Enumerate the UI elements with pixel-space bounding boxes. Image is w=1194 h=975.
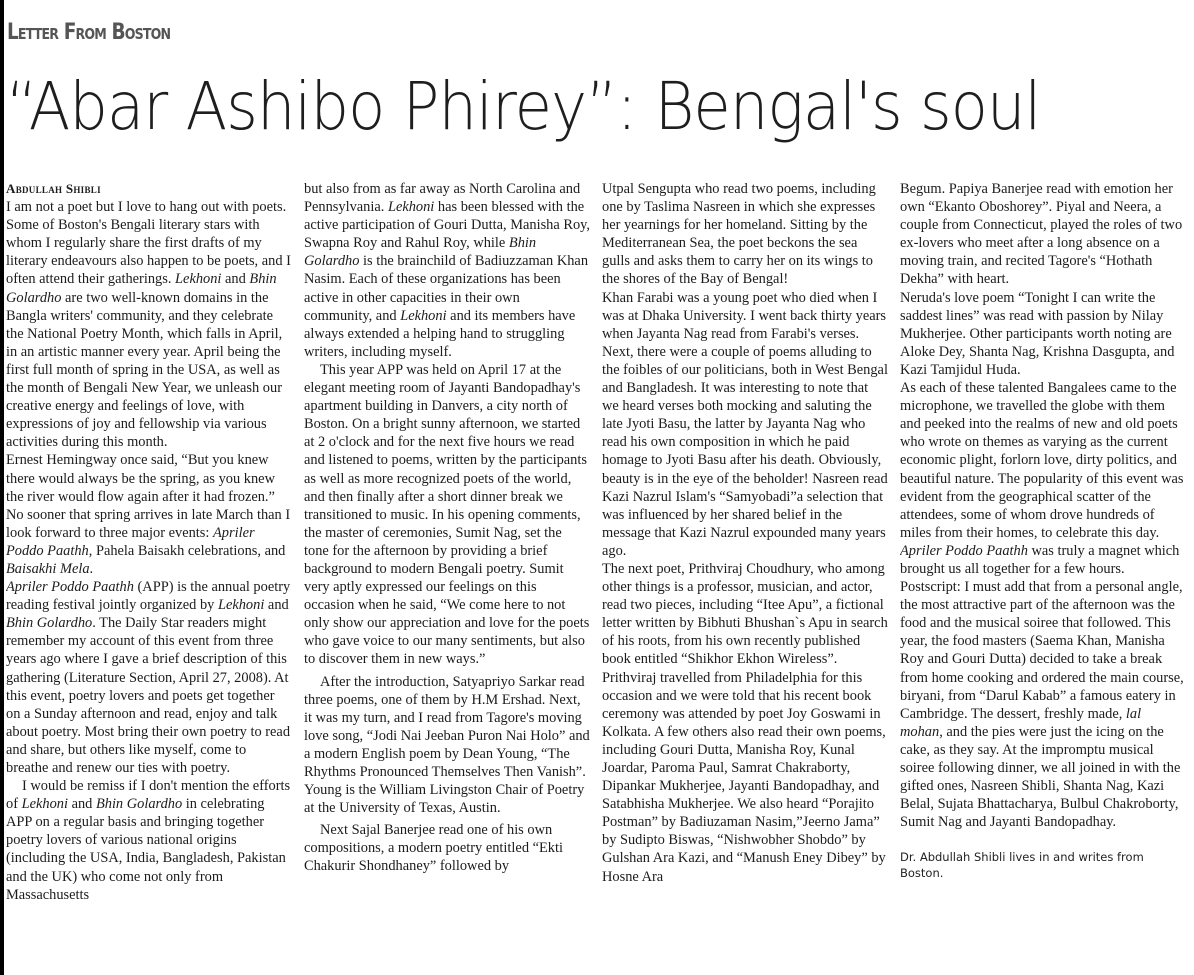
column-3 (602, 180, 888, 975)
paragraph: Postscript: I must add that from a personal angle, the most attractive part of the afternoon was the food and the musical soiree that followed. This year, the food masters (Saema Khan, Manisha Roy and Gouri Dutta) decided to take a break from home cooking and ordered the main course, biryani, from “Darul Kabab” a famous eatery in Cambridge. The dessert, freshly made, lal mohan, and the pies were just the icing on the cake, as they say. At the impromptu musical soiree following dinner, we all joined in with the gifted ones, Nasreen Shibli, Shanta Nag, Kazi Belal, Sujata Bhattacharya, Bulbul Chakroborty, Sumit Nag and Jayanti Bandopadhay. (900, 579, 1184, 831)
paragraph: Apriler Poddo Paathh (APP) is the annual poetry reading festival jointly organized by Lekhoni and Bhin Golardho. The Daily Star readers might remember my account of this event from three years ago where I gave a brief description of this gathering (Literature Section, April 27, 2008). At this event, poetry lovers and poets get together on a Sunday afternoon and read, enjoy and talk about poetry. Most bring their own poetry to read and share, but others like myself, come to breathe and renew our ties with poetry. (6, 579, 291, 776)
article-headline: “Abar Ashibo Phirey”: Bengal's soul (6, 68, 1041, 145)
paragraph: Begum. Papiya Banerjee read with emotion her own “Ekanto Oboshorey”. Piyal and Neera, a couple from Connecticut, played the roles of two ex-lovers who meet after a long absence on a moving train, and recited Tagore's “Hothath Dekha” with heart. (900, 181, 1183, 288)
paragraph: I am not a poet but I love to hang out with poets. Some of Boston's Bengali literary stars with whom I regularly share the first drafts of my literary endeavours also happen to be poets, and I often attend their gatherings. Lekhoni and Bhin Golardho are two well-known domains in the Bangla writers' community, and they celebrate the National Poetry Month, which falls in April, in an artistic manner every year. April being the first full month of spring in the USA, as well as the month of Bengali New Year, we unleash our creative energy and feelings of love, with expressions of joy and fellowship via various activities during this month. (6, 199, 291, 451)
article-body (6, 180, 1188, 975)
paragraph: After the introduction, Satyapriyo Sarkar read three poems, one of them by H.M Ershad. Next, it was my turn, and I read from Tagore's moving love song, “Jodi Nai Jeeban Puron Nai Holo” and a modern English poem by Dean Young, “The Rhythms Pronounced Themselves Then Vanish”. Young is the William Livingston Chair of Poetry at the University of Texas, Austin. (304, 673, 590, 817)
paragraph: Utpal Sengupta who read two poems, including one by Taslima Nasreen in which she expresses her yearnings for her homeland. Sitting by the Mediterranean Sea, the poet beckons the sea gulls and asks them to carry her on its wings to the shores of the Bay of Bengal! (602, 181, 876, 288)
section-kicker: Letter From Boston (7, 20, 171, 45)
author-bio: Dr. Abdullah Shibli lives in and writes from Boston. (900, 850, 1144, 881)
column-2 (304, 180, 590, 975)
left-rule (0, 0, 4, 975)
paragraph: Next Sajal Banerjee read one of his own compositions, a modern poetry entitled “Ekti Chakurir Shondhaney” followed by (304, 822, 563, 875)
column-1 (6, 180, 292, 975)
author-byline: Abdullah Shibli (6, 181, 101, 196)
column-4 (900, 180, 1186, 975)
paragraph: The next poet, Prithviraj Choudhury, who among other things is a professor, musician, and actor, read two pieces, including “Itee Apu”, a fictional letter written by Bibhuti Bhushan`s Apu in search of his roots, from his own recently published book entitled “Shikhor Ekhon Wireless”. Prithviraj travelled from Philadelphia for this occasion and we were told that his recent book ceremony was attended by poet Joy Goswami in Kolkata. A few others also read their own poems, including Gouri Dutta, Manisha Roy, Kunal Joardar, Paroma Paul, Samrat Chakraborty, Dipankar Mukherjee, Jayanti Bandopadhay, and Satabhisha Mukherjee. We also heard “Porajito Postman” by Badiuzaman Nasim,”Jeerno Jama” by Sudipto Biswas, “Nishwobher Shobdo” by Gulshan Ara Kazi, and “Manush Eney Dibey” by Hosne Ara (602, 560, 888, 885)
paragraph: This year APP was held on April 17 at the elegant meeting room of Jayanti Bandopadhay's apartment building in Danvers, a city north of Boston. On a bright sunny afternoon, we started at 2 o'clock and for the next five hours we read and listened to poems, written by the participants as well as more recognized poets of the world, and then finally after a short dinner break we transitioned to music. In his opening comments, the master of ceremonies, Sumit Nag, set the tone for the afternoon by providing a brief background to modern Bengali poetry. Sumit very aptly expressed our feelings on this occasion when he said, “We come here to not only show our appreciation and love for the poets who gave voice to our many sentiments, but also to discover them in new ways.” (304, 361, 590, 668)
paragraph: Khan Farabi was a young poet who died when I was at Dhaka University. I went back thirty years when Jayanta Nag read from Farabi's verses. Next, there were a couple of poems alluding to the foibles of our politicians, both in West Bengal and Bangladesh. It was interesting to note that we heard verses both mocking and saluting the late Jyoti Basu, the latter by Jayanta Nag who read his own composition in which he paid homage to Jyoti Basu after his death. Obviously, beauty is in the eye of the beholder! Nasreen read Kazi Nazrul Islam's “Samyobadi”a selection that was influenced by her shared belief in the message that Kazi Nazrul expounded many years ago. (602, 289, 888, 559)
paragraph: I would be remiss if I don't mention the efforts of Lekhoni and Bhin Golardho in celebrating APP on a regular basis and bringing together poetry lovers of various national origins (including the USA, India, Bangladesh, Pakistan and the UK) who come not only from Massachusetts (6, 778, 291, 903)
paragraph: Neruda's love poem “Tonight I can write the saddest lines” was read with passion by Nilay Mukherjee. Other participants worth noting are Aloke Dey, Shanta Nag, Krishna Dasgupta, and Kazi Tamjidul Huda. (900, 289, 1175, 378)
paragraph: As each of these talented Bangalees came to the microphone, we travelled the globe with them and peeked into the realms of new and old poets who wrote on themes as varying as the current economic plight, forlorn love, dirty politics, and beautiful nature. The popularity of this event was evident from the geographical scatter of the attendees, some of whom drove hundreds of miles from their homes, to celebrate this day. Apriler Poddo Paathh was truly a magnet which brought us all together for a few hours. (900, 380, 1184, 577)
paragraph: Ernest Hemingway once said, “But you knew there would always be the spring, as you knew the river would flow again after it had frozen.” No sooner that spring arrives in late March than I look forward to three major events: Apriler Poddo Paathh, Pahela Baisakh celebrations, and Baisakhi Mela. (6, 452, 291, 577)
paragraph: but also from as far away as North Carolina and Pennsylvania. Lekhoni has been blessed with the active participation of Gouri Dutta, Manisha Roy, Swapna Roy and Rahul Roy, while Bhin Golardho is the brainchild of Badiuzzaman Khan Nasim. Each of these organizations has been active in other capacities in their own community, and Lekhoni and its members have always extended a helping hand to struggling writers, including myself. (304, 181, 590, 360)
